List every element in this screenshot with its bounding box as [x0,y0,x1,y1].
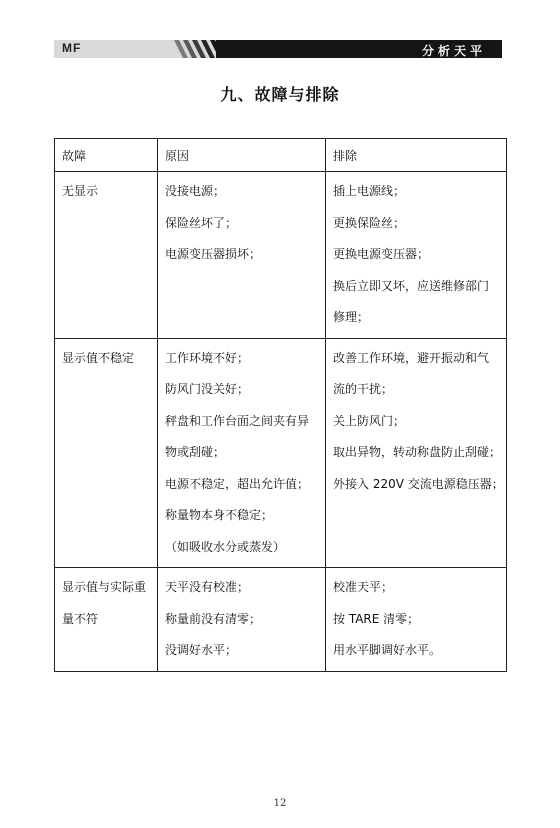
cause-item: 工作环境不好； [165,350,250,365]
cause-cell [158,338,326,568]
cause-item: 物或刮碰； [165,445,226,459]
column-header-fault: 故障 [55,139,158,172]
remedy-cell [326,338,507,568]
page-header [54,40,502,58]
cause-cell [158,172,326,339]
cause-item: 电源变压器损坏； [165,247,262,261]
cause-item: 称量物本身不稳定； [165,508,274,522]
remedy-item: 改善工作环境，避开振动和气 [333,350,490,365]
fault-text: 显示值与实际重量不符 [62,580,147,626]
remedy-item: 校准天平； [333,580,394,594]
remedy-item: 按 TARE 清零； [333,611,420,626]
fault-cell [55,338,158,568]
remedy-item: 更换电源变压器； [333,247,430,261]
remedy-item: 关上防风门； [333,413,406,428]
remedy-item: 流的干扰； [333,382,394,396]
brand-label: MF [62,41,82,55]
fault-text: 显示值不稳定 [62,350,135,365]
remedy-item: 取出异物，转动称盘防止刮碰； [333,445,502,459]
column-header-remedy: 排除 [326,139,507,172]
fault-cell [55,568,158,672]
remedy-item: 外接入 220V 交流电源稳压器； [333,476,504,491]
cause-item: 天平没有校准； [165,580,250,594]
remedy-item: 用水平脚调好水平。 [333,643,442,657]
cause-item: 没接电源； [165,184,226,198]
page-number: 12 [273,798,287,809]
cause-item: 电源不稳定，超出允许值； [165,476,310,491]
cause-item: （如吸收水分或蒸发） [165,539,286,554]
remedy-cell [326,568,507,672]
table-row [55,568,507,672]
subject-label: 分析天平 [421,44,486,58]
table-row [55,338,507,568]
remedy-item: 修理； [333,310,370,324]
remedy-item: 换后立即又坏，应送维修部门 [333,278,490,293]
table-header-row [55,139,507,172]
cause-item: 防风门没关好； [165,382,250,396]
column-header-cause: 原因 [158,139,326,172]
fault-cell [55,172,158,339]
header-dark-band [216,40,502,58]
fault-table [54,138,507,672]
remedy-item: 更换保险丝； [333,215,406,230]
cause-item: 称量前没有清零； [165,611,262,626]
cause-item: 保险丝坏了； [165,215,238,230]
section-title: 九、故障与排除 [220,85,340,104]
fault-text: 无显示 [62,184,99,198]
cause-item: 没调好水平； [165,643,238,657]
table-row [55,172,507,339]
cause-cell [158,568,326,672]
remedy-item: 插上电源线； [333,184,406,198]
cause-item: 秤盘和工作台面之间夹有异 [165,413,310,428]
remedy-cell [326,172,507,339]
